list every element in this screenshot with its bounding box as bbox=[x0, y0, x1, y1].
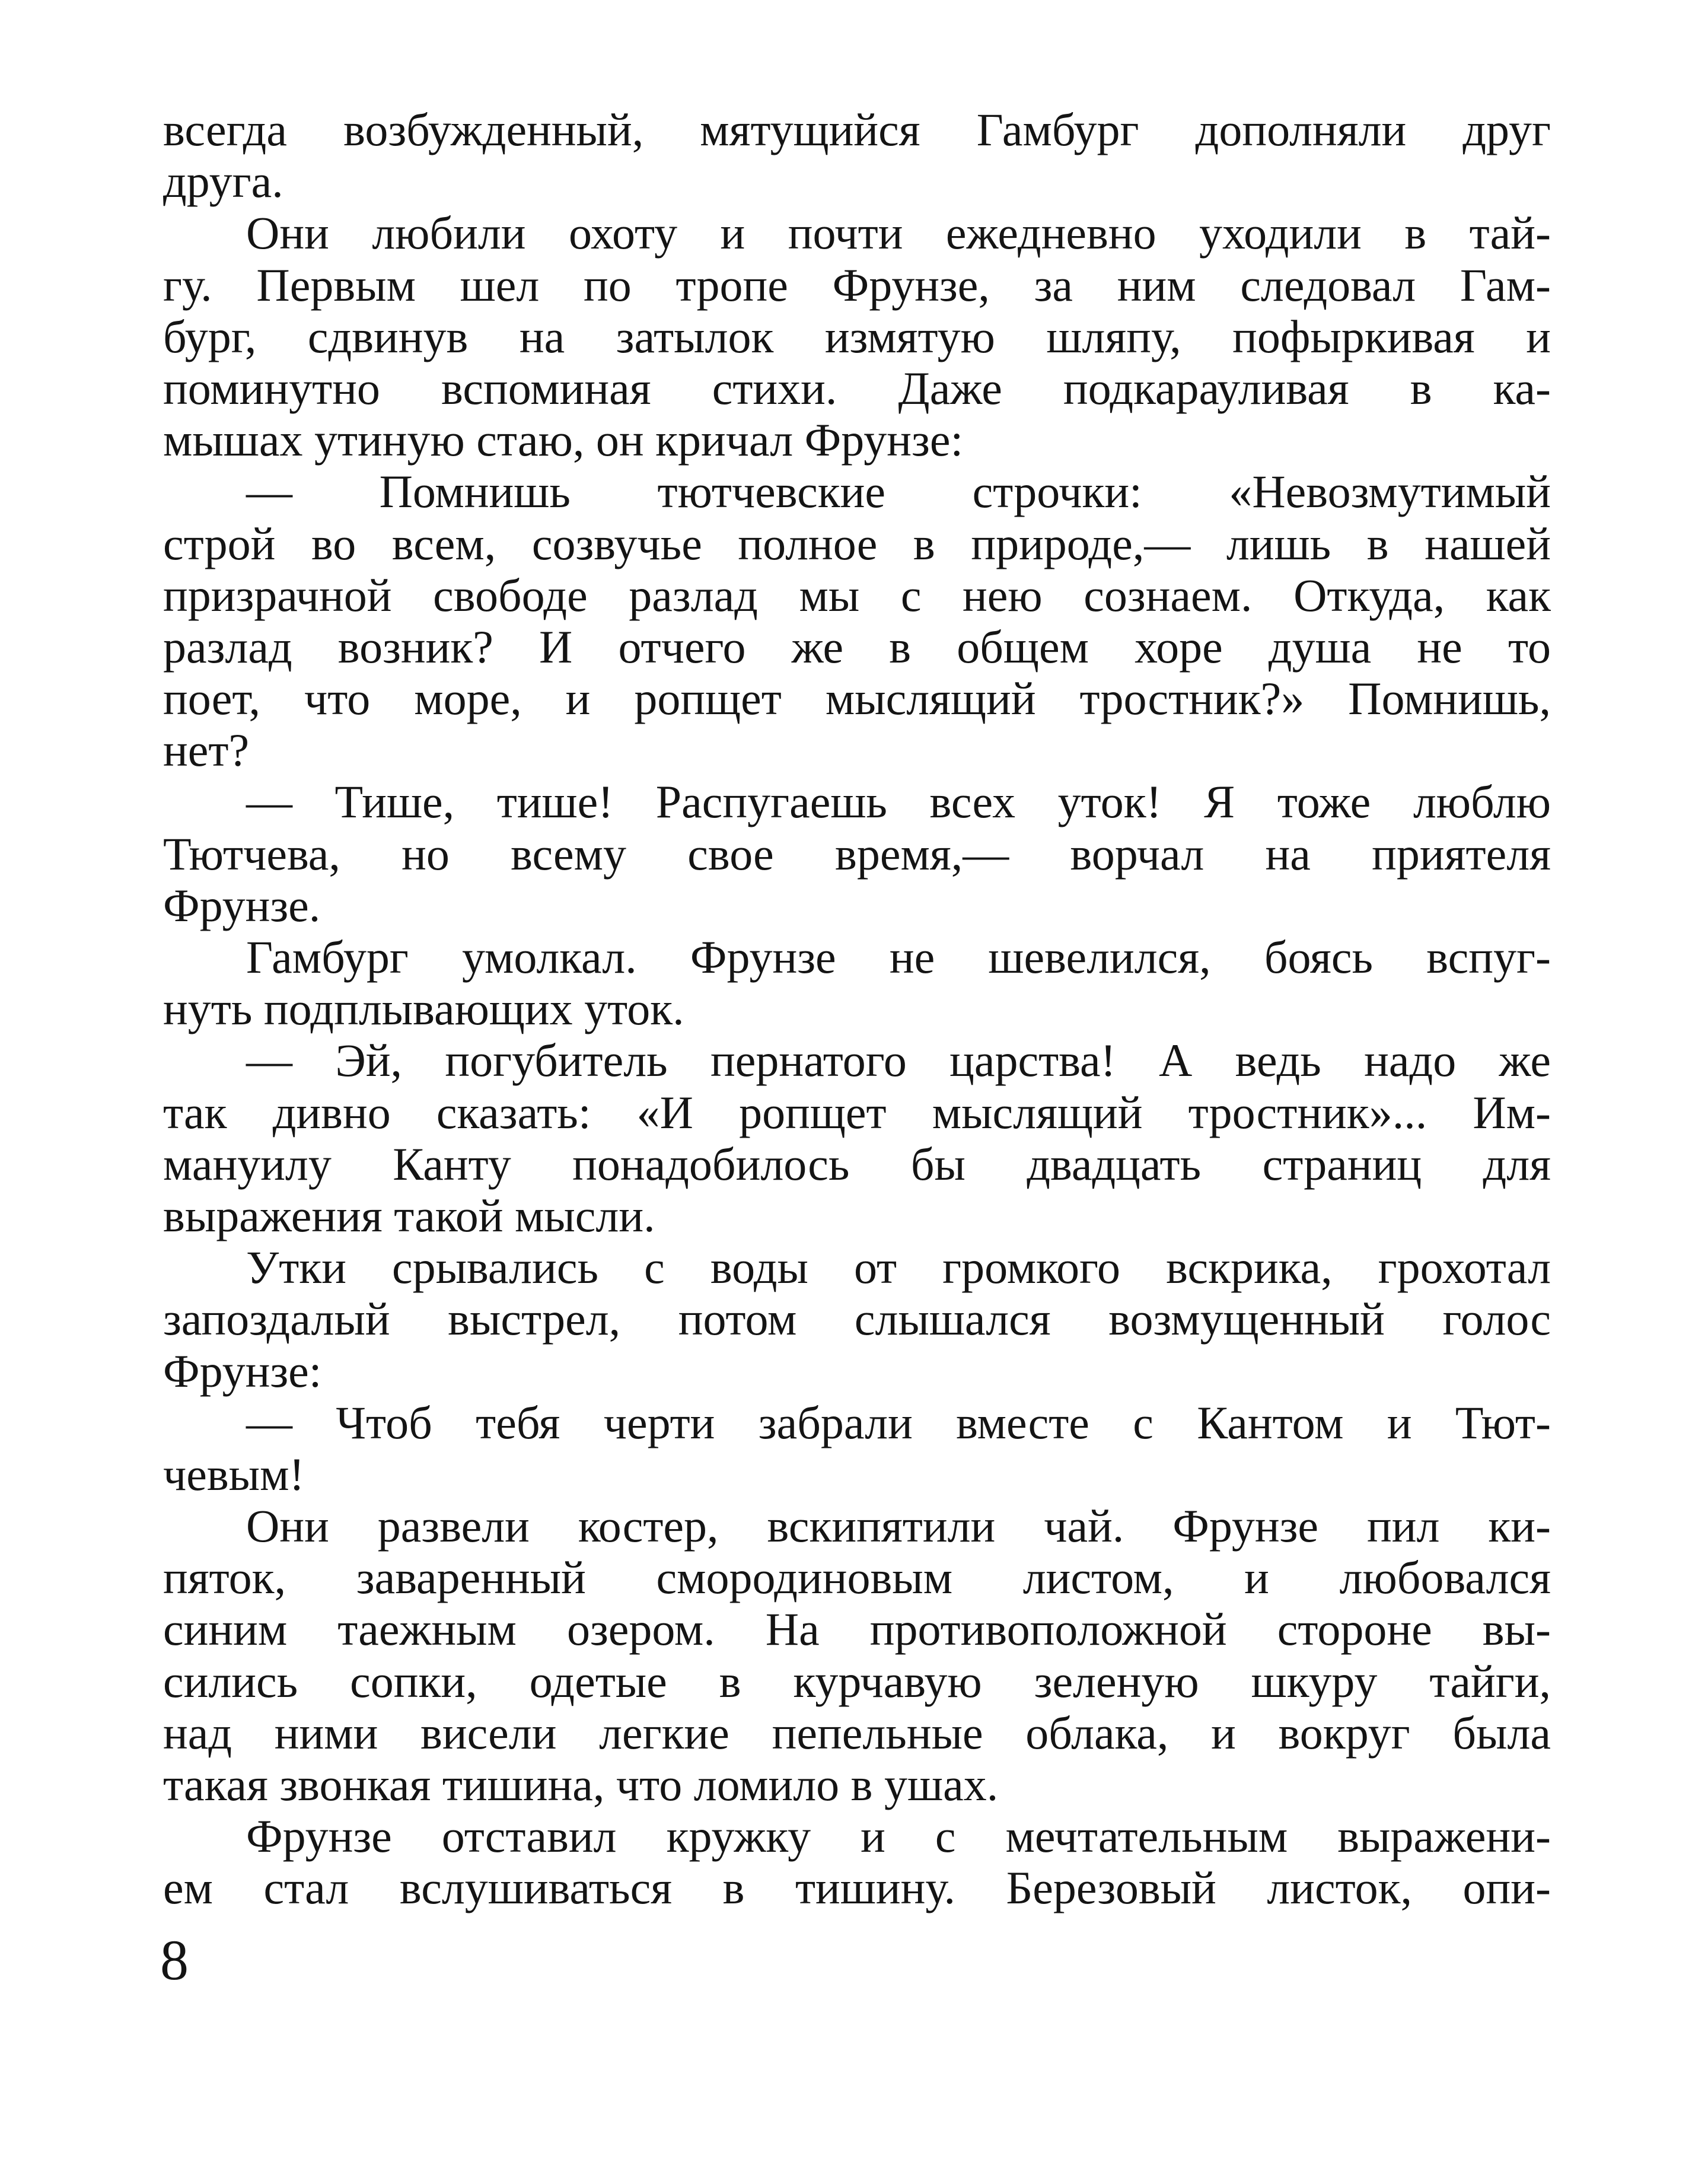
paragraph bbox=[163, 104, 1551, 207]
paragraph bbox=[163, 1810, 1551, 1913]
paragraph bbox=[163, 1397, 1551, 1500]
paragraph bbox=[163, 931, 1551, 1034]
text-line: поминутно вспоминая стихи. Даже подкарауливая в ка- bbox=[163, 362, 1551, 414]
body-text bbox=[163, 104, 1551, 1914]
text-line: нуть подплывающих уток. bbox=[163, 983, 684, 1035]
text-line: всегда возбужденный, мятущийся Гамбург дополняли друг bbox=[163, 104, 1551, 155]
text-line: мышах утиную стаю, он кричал Фрунзе: bbox=[163, 414, 964, 466]
text-line: Утки срывались с воды от громкого вскрика, грохотал bbox=[246, 1241, 1551, 1294]
paragraph bbox=[163, 1241, 1551, 1397]
text-line: друга. bbox=[163, 155, 283, 208]
text-line: Они развели костер, вскипятили чай. Фрунзе пил ки- bbox=[246, 1500, 1551, 1552]
text-line: мануилу Канту понадобилось бы двадцать страниц для bbox=[163, 1138, 1551, 1190]
text-line: — Помнишь тютчевские строчки: «Невозмутимый bbox=[246, 466, 1551, 518]
text-line: Тютчева, но всему свое время,— ворчал на приятеля bbox=[163, 827, 1551, 880]
text-line: ем стал вслушиваться в тишину. Березовый листок, опи- bbox=[163, 1862, 1551, 1914]
text-line: Фрунзе: bbox=[163, 1345, 322, 1397]
text-line: сились сопки, одетые в курчавую зеленую шкуру тайги, bbox=[163, 1655, 1551, 1707]
text-line: — Чтоб тебя черти забрали вместе с Кантом и Тют- bbox=[246, 1396, 1551, 1448]
text-line: Фрунзе отставил кружку и с мечтательным выражени- bbox=[246, 1810, 1551, 1862]
paragraph bbox=[163, 776, 1551, 931]
text-line: синим таежным озером. На противоположной стороне вы- bbox=[163, 1603, 1551, 1655]
text-line: такая звонкая тишина, что ломило в ушах. bbox=[163, 1759, 999, 1810]
text-line: — Тише, тише! Распугаешь всех уток! Я тоже люблю bbox=[246, 776, 1551, 828]
text-line: строй во всем, созвучье полное в природе,— лишь в нашей bbox=[163, 517, 1551, 569]
text-line: поет, что море, и ропщет мыслящий тростник?» Помнишь, bbox=[163, 673, 1551, 725]
text-line: гу. Первым шел по тропе Фрунзе, за ним следовал Гам- bbox=[163, 259, 1551, 311]
text-line: нет? bbox=[163, 724, 250, 776]
text-line: пяток, заваренный смородиновым листом, и любовался bbox=[163, 1552, 1551, 1604]
paragraph bbox=[163, 1500, 1551, 1810]
paragraph bbox=[163, 466, 1551, 776]
text-line: Гамбург умолкал. Фрунзе не шевелился, боясь вспуг- bbox=[246, 931, 1551, 983]
text-line: призрачной свободе разлад мы с нею сознаем. Откуда, как bbox=[163, 569, 1551, 621]
text-line: — Эй, погубитель пернатого царства! А ведь надо же bbox=[246, 1034, 1551, 1087]
text-line: запоздалый выстрел, потом слышался возмущенный голос bbox=[163, 1293, 1551, 1345]
text-line: так дивно сказать: «И ропщет мыслящий тростник»... Им- bbox=[163, 1086, 1551, 1138]
text-line: Фрунзе. bbox=[163, 879, 321, 931]
text-line: Они любили охоту и почти ежедневно уходили в тай- bbox=[246, 207, 1551, 259]
text-line: чевым! bbox=[163, 1448, 305, 1500]
text-line: выражения такой мысли. bbox=[163, 1189, 655, 1241]
text-line: разлад возник? И отчего же в общем хоре душа не то bbox=[163, 620, 1551, 673]
paragraph bbox=[163, 1034, 1551, 1241]
text-line: бург, сдвинув на затылок измятую шляпу, пофыркивая и bbox=[163, 310, 1551, 362]
text-line: над ними висели легкие пепельные облака, и вокруг была bbox=[163, 1706, 1551, 1759]
page-number: 8 bbox=[160, 1928, 189, 1992]
paragraph bbox=[163, 207, 1551, 466]
